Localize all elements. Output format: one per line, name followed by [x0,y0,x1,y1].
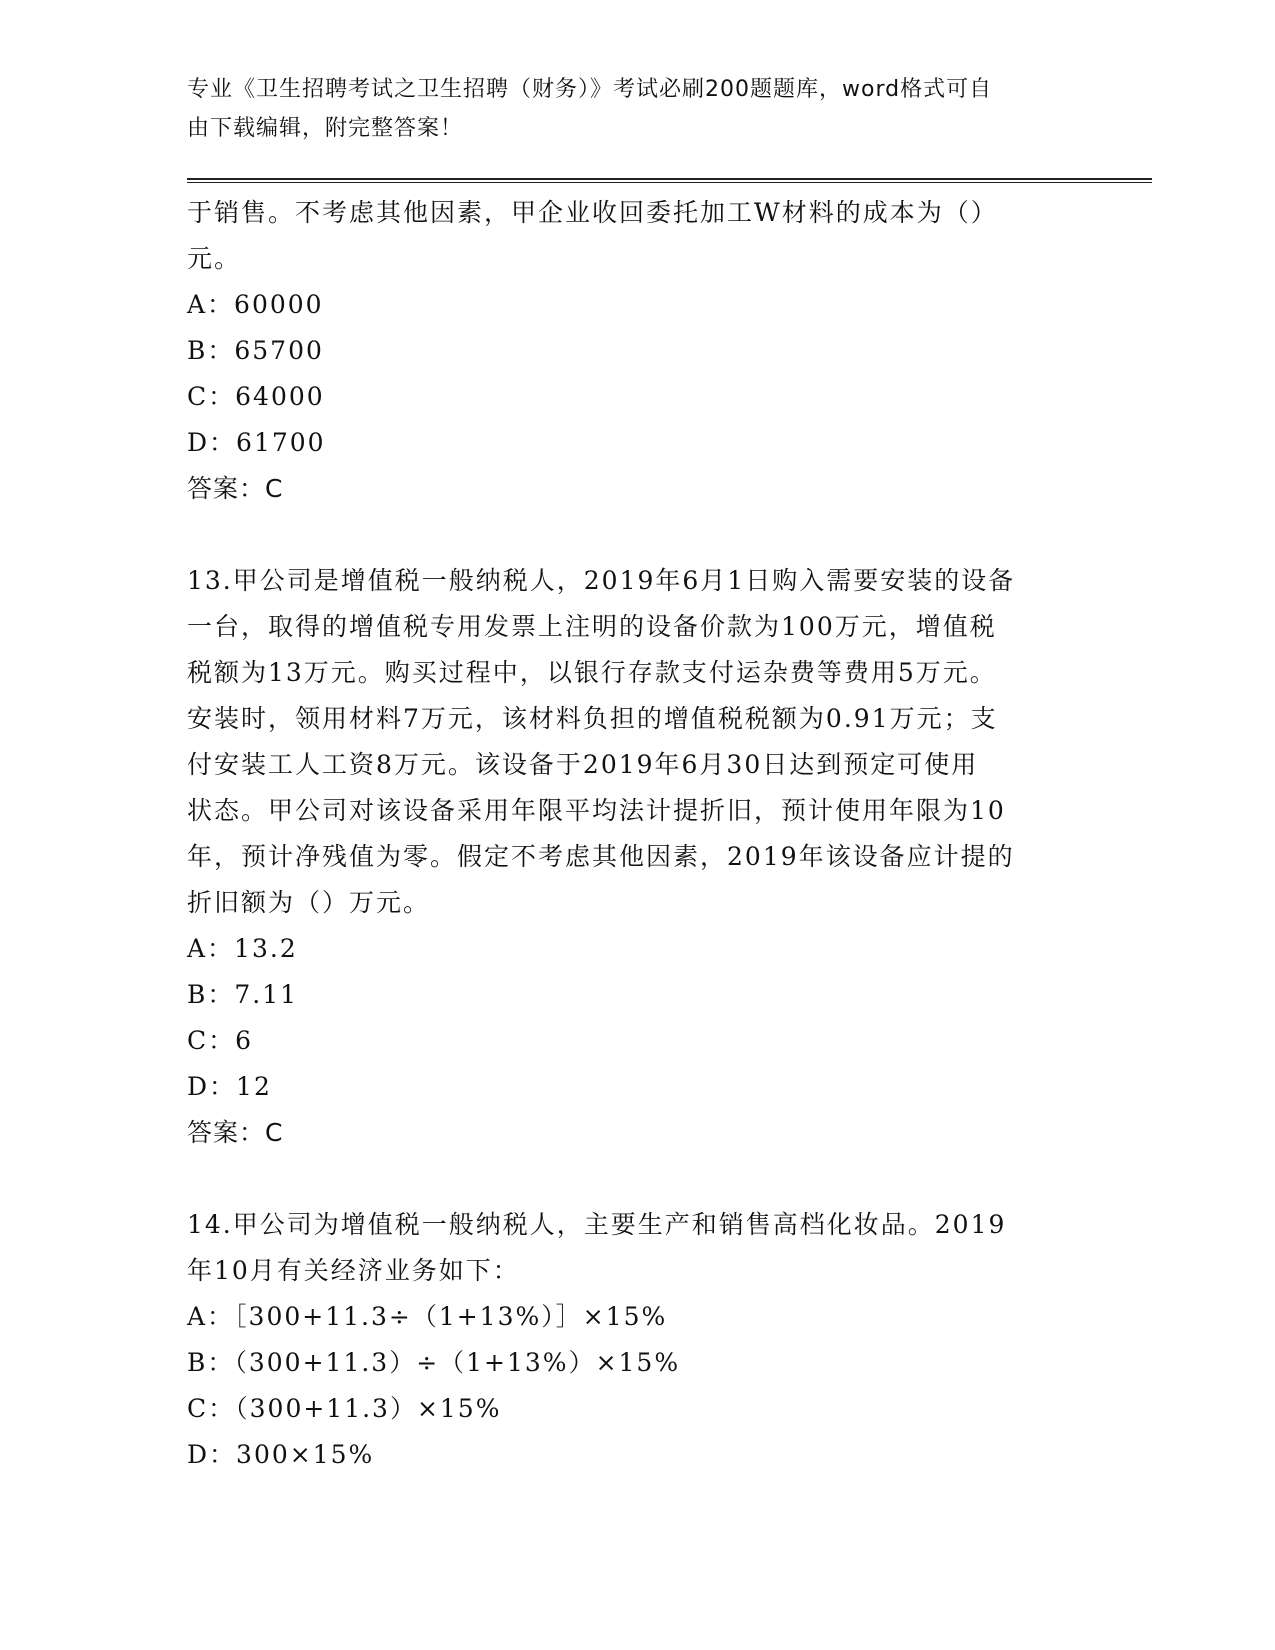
question-14-option-d: D：300×15% [187,1440,375,1469]
question-12-text-line: 元。 [187,244,242,273]
question-13-answer: 答案：C [187,1118,284,1147]
header-title-line-2: 由下载编辑，附完整答案！ [187,116,464,141]
question-14 [187,1202,1087,1478]
question-14-option-a: A：［300+11.3÷（1+13%）］×15% [187,1302,668,1331]
question-13-option-d: D：12 [187,1072,272,1101]
document-header [187,70,1067,148]
question-13-option-a: A：13.2 [187,934,298,963]
question-14-text-line: 14.甲公司为增值税一般纳税人，主要生产和销售高档化妆品。2019 [187,1210,1007,1239]
spacer [187,512,1087,558]
question-13-option-b: B：7.11 [187,980,299,1009]
question-13-option-c: C：6 [187,1026,254,1055]
question-13-text-line: 税额为13万元。购买过程中，以银行存款支付运杂费等费用5万元。 [187,658,997,687]
question-13-text-line: 安装时，领用材料7万元，该材料负担的增值税税额为0.91万元；支 [187,704,998,733]
question-13-text-line: 折旧额为（）万元。 [187,888,431,917]
question-13-text-line: 13.甲公司是增值税一般纳税人，2019年6月1日购入需要安装的设备 [187,566,1016,595]
question-12-answer: 答案：C [187,474,284,503]
question-13-text-line: 状态。甲公司对该设备采用年限平均法计提折旧，预计使用年限为10 [187,796,1006,825]
header-title-line-1: 专业《卫生招聘考试之卫生招聘（财务）》考试必刷200题题库，word格式可自 [187,77,993,102]
question-13-text-line: 一台，取得的增值税专用发票上注明的设备价款为100万元，增值税 [187,612,997,641]
question-14-text-line: 年10月有关经济业务如下： [187,1256,520,1285]
question-12 [187,190,1087,512]
question-13 [187,558,1087,1156]
header-divider [187,178,1152,183]
question-14-option-b: B：（300+11.3）÷（1+13%）×15% [187,1348,681,1377]
question-12-option-a: A：60000 [187,290,324,319]
question-13-text-line: 年，预计净残值为零。假定不考虑其他因素，2019年该设备应计提的 [187,842,1015,871]
question-12-option-d: D：61700 [187,428,326,457]
question-12-text-line: 于销售。不考虑其他因素，甲企业收回委托加工W材料的成本为（） [187,198,998,227]
document-body [187,190,1087,1478]
question-13-text-line: 付安装工人工资8万元。该设备于2019年6月30日达到预定可使用 [187,750,979,779]
spacer [187,1156,1087,1202]
question-12-option-c: C：64000 [187,382,325,411]
question-14-option-c: C：（300+11.3）×15% [187,1394,502,1423]
question-12-option-b: B：65700 [187,336,324,365]
